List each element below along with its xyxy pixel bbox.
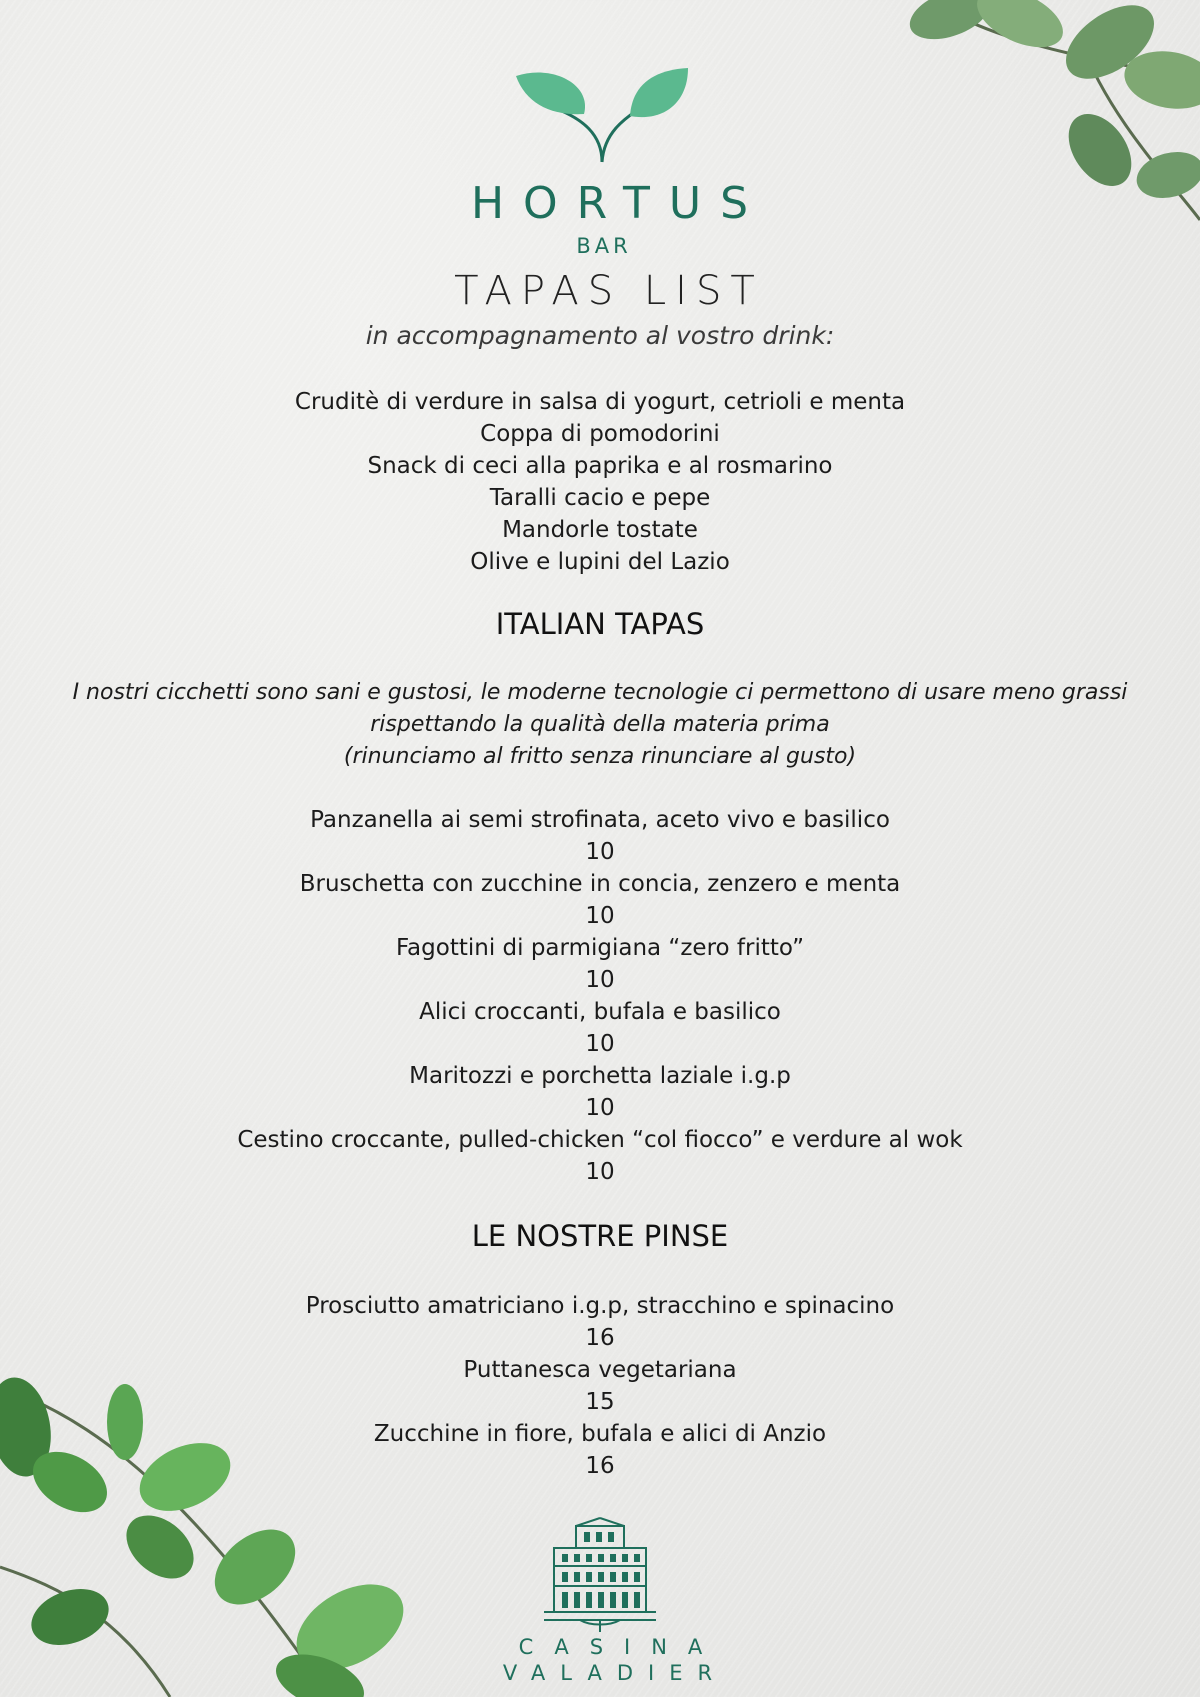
- page-title: TAPAS LIST: [454, 268, 764, 314]
- sprout-logo-icon: [512, 64, 692, 164]
- page-subtitle: in accompagnamento al vostro drink:: [365, 321, 835, 350]
- dish-name: Maritozzi e porchetta laziale i.g.p: [409, 1063, 791, 1089]
- dish-price: 10: [585, 903, 615, 929]
- villa-building-logo-icon: [540, 1516, 660, 1632]
- section-heading-italian-tapas: ITALIAN TAPAS: [495, 607, 705, 641]
- list-item: Snack di ceci alla paprika e al rosmarino: [367, 453, 833, 479]
- list-item: Coppa di pomodorini: [480, 421, 720, 447]
- footer-brand-line: VALADIER: [502, 1661, 728, 1685]
- brand-subtitle: BAR: [576, 234, 632, 258]
- dish-price: 10: [585, 1095, 615, 1121]
- dish-price: 15: [585, 1389, 615, 1415]
- dish-price: 10: [585, 1031, 615, 1057]
- list-item: Olive e lupini del Lazio: [470, 549, 730, 575]
- pinse-list: [0, 1290, 1200, 1482]
- dish-price: 10: [585, 839, 615, 865]
- dish-price: 10: [585, 1159, 615, 1185]
- list-item: Cruditè di verdure in salsa di yogurt, cetrioli e menta: [294, 389, 906, 415]
- dish-price: 10: [585, 967, 615, 993]
- intro-line: I nostri cicchetti sono sani e gustosi, le moderne tecnologie ci permettono di usare meno grassi: [72, 680, 1128, 705]
- list-item: Mandorle tostate: [502, 517, 698, 543]
- footer-brand-line: CASINA: [518, 1635, 724, 1659]
- brand-name: HORTUS: [470, 178, 768, 229]
- section-heading-pinse: LE NOSTRE PINSE: [471, 1219, 729, 1253]
- dish-name: Puttanesca vegetariana: [463, 1357, 737, 1383]
- list-item: Taralli cacio e pepe: [489, 485, 711, 511]
- dish-name: Alici croccanti, bufala e basilico: [419, 999, 781, 1025]
- dish-price: 16: [585, 1325, 615, 1351]
- dish-price: 16: [585, 1453, 615, 1479]
- complimentary-list: [0, 386, 1200, 578]
- intro-line: rispettando la qualità della materia prima: [370, 712, 830, 737]
- dish-name: Bruschetta con zucchine in concia, zenzero e menta: [299, 871, 901, 897]
- dish-name: Prosciutto amatriciano i.g.p, stracchino e spinacino: [305, 1293, 895, 1319]
- intro-line: (rinunciamo al fritto senza rinunciare al gusto): [343, 744, 857, 769]
- dish-name: Zucchine in fiore, bufala e alici di Anzio: [373, 1421, 827, 1447]
- italian-tapas-list: [0, 804, 1200, 1188]
- dish-name: Cestino croccante, pulled-chicken “col fiocco” e verdure al wok: [237, 1127, 963, 1153]
- dish-name: Panzanella ai semi strofinata, aceto vivo e basilico: [310, 807, 890, 833]
- section-intro: [0, 677, 1200, 773]
- dish-name: Fagottini di parmigiana “zero fritto”: [395, 935, 805, 961]
